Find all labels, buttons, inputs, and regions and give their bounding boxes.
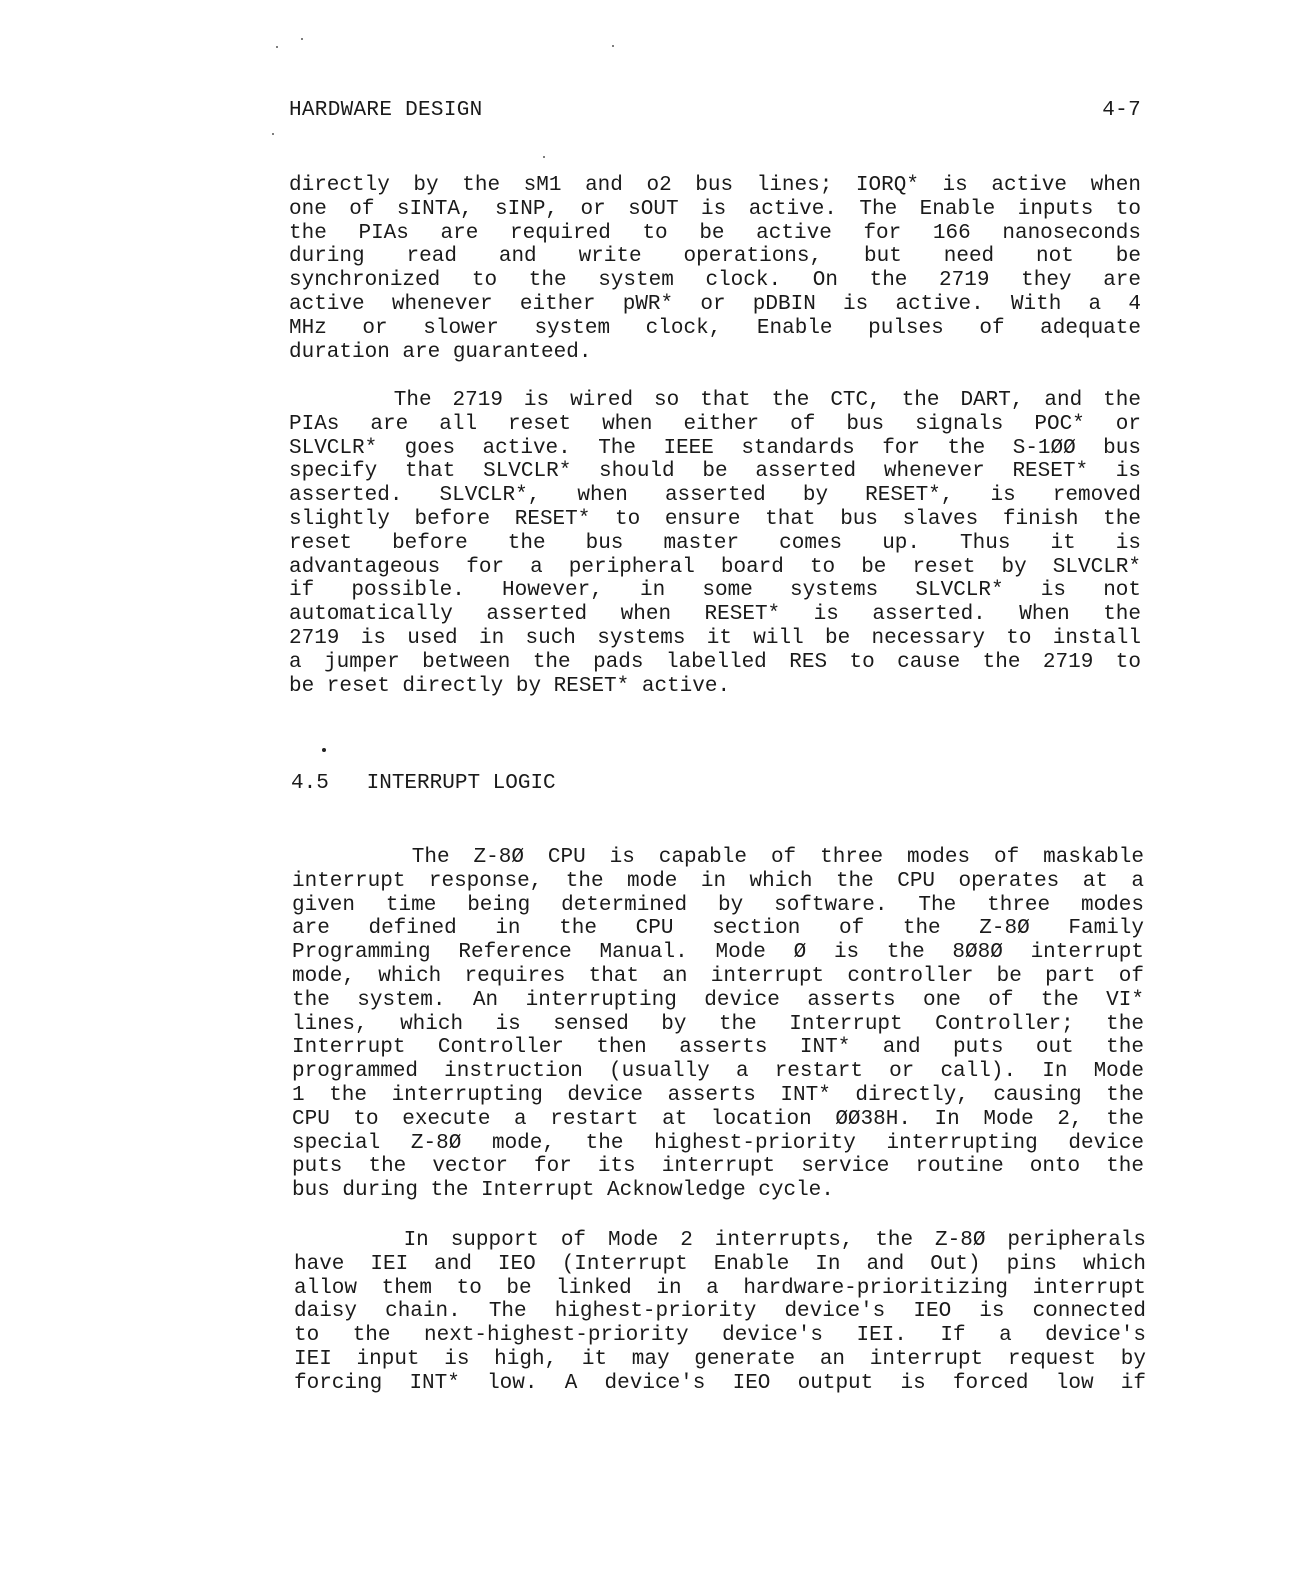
text-line: 2719 is used in such systems it will be necessary to install	[289, 626, 1141, 650]
page-header	[289, 99, 1141, 123]
scan-speck	[276, 46, 278, 48]
text-line: MHz or slower system clock, Enable pulses of adequate	[289, 316, 1141, 340]
text-line: during read and write operations, but need not be	[289, 245, 1141, 269]
text-line: a jumper between the pads labelled RES to cause the 2719 to	[289, 650, 1141, 674]
scan-speck	[301, 38, 303, 40]
section-number: 4.5	[291, 772, 329, 795]
text-line: if possible. However, in some systems SLVCLR* is not	[289, 579, 1141, 603]
text-line: In support of Mode 2 interrupts, the Z-8Ø peripherals	[294, 1229, 1146, 1252]
text-line: one of sINTA, sINP, or sOUT is active. The Enable inputs to	[289, 197, 1141, 221]
text-line: puts the vector for its interrupt service routine onto the	[292, 1155, 1144, 1179]
scan-speck	[322, 748, 326, 752]
text-line: are defined in the CPU section of the Z-8Ø Family	[292, 917, 1144, 941]
text-line: 1 the interrupting device asserts INT* directly, causing the	[292, 1083, 1144, 1107]
section-heading	[291, 772, 556, 796]
text-line: allow them to be linked in a hardware-prioritizing interrupt	[294, 1276, 1146, 1300]
text-line: automatically asserted when RESET* is asserted. When the	[289, 603, 1141, 627]
text-line: Interrupt Controller then asserts INT* and puts out the	[292, 1036, 1144, 1060]
text-line: bus during the Interrupt Acknowledge cycle.	[292, 1179, 834, 1203]
text-line: lines, which is sensed by the Interrupt Controller; the	[292, 1012, 1144, 1036]
scan-speck	[612, 45, 614, 47]
page-number: 4-7	[1102, 99, 1141, 122]
text-line: specify that SLVCLR* should be asserted whenever RESET* is	[289, 460, 1141, 484]
text-line: have IEI and IEO (Interrupt Enable In and Out) pins which	[294, 1252, 1146, 1276]
paragraph-interrupt-modes	[292, 846, 1144, 1203]
section-title: INTERRUPT LOGIC	[366, 772, 556, 795]
text-line: be reset directly by RESET* active.	[289, 674, 731, 698]
text-line: to the next-highest-priority device's IEI. If a device's	[294, 1324, 1146, 1348]
text-line: asserted. SLVCLR*, when asserted by RESET*, is removed	[289, 484, 1141, 508]
text-line: CPU to execute a restart at location ØØ38H. In Mode 2, the	[292, 1107, 1144, 1131]
header-title: HARDWARE DESIGN	[289, 99, 483, 122]
text-line: given time being determined by software. The three modes	[292, 893, 1144, 917]
text-line: advantageous for a peripheral board to be reset by SLVCLR*	[289, 555, 1141, 579]
text-line: The Z-8Ø CPU is capable of three modes of maskable	[292, 846, 1144, 869]
text-line: duration are guaranteed.	[289, 340, 592, 364]
text-line: special Z-8Ø mode, the highest-priority interrupting device	[292, 1131, 1144, 1155]
paragraph-reset	[289, 389, 1141, 698]
text-line: active whenever either pWR* or pDBIN is active. With a 4	[289, 292, 1141, 316]
paragraph-enable-timing	[289, 174, 1141, 364]
text-line: SLVCLR* goes active. The IEEE standards for the S-1ØØ bus	[289, 436, 1141, 460]
scan-speck	[543, 156, 545, 158]
text-line: programmed instruction (usually a restart or call). In Mode	[292, 1060, 1144, 1084]
text-line: Programming Reference Manual. Mode Ø is the 8Ø8Ø interrupt	[292, 941, 1144, 965]
text-line: PIAs are all reset when either of bus signals POC* or	[289, 412, 1141, 436]
text-line: The 2719 is wired so that the CTC, the DART, and the	[289, 389, 1141, 412]
text-line: the system. An interrupting device asserts one of the VI*	[292, 988, 1144, 1012]
text-line: forcing INT* low. A device's IEO output is forced low if	[294, 1371, 1146, 1395]
scan-speck	[272, 133, 274, 135]
paragraph-daisy-chain	[294, 1229, 1146, 1396]
text-line: interrupt response, the mode in which the CPU operates at a	[292, 869, 1144, 893]
text-line: directly by the sM1 and o2 bus lines; IORQ* is active when	[289, 174, 1141, 197]
text-line: daisy chain. The highest-priority device's IEO is connected	[294, 1300, 1146, 1324]
text-line: reset before the bus master comes up. Thus it is	[289, 531, 1141, 555]
text-line: slightly before RESET* to ensure that bus slaves finish the	[289, 507, 1141, 531]
text-line: mode, which requires that an interrupt controller be part of	[292, 964, 1144, 988]
text-line: IEI input is high, it may generate an interrupt request by	[294, 1347, 1146, 1371]
text-line: synchronized to the system clock. On the 2719 they are	[289, 269, 1141, 293]
text-line: the PIAs are required to be active for 166 nanoseconds	[289, 221, 1141, 245]
